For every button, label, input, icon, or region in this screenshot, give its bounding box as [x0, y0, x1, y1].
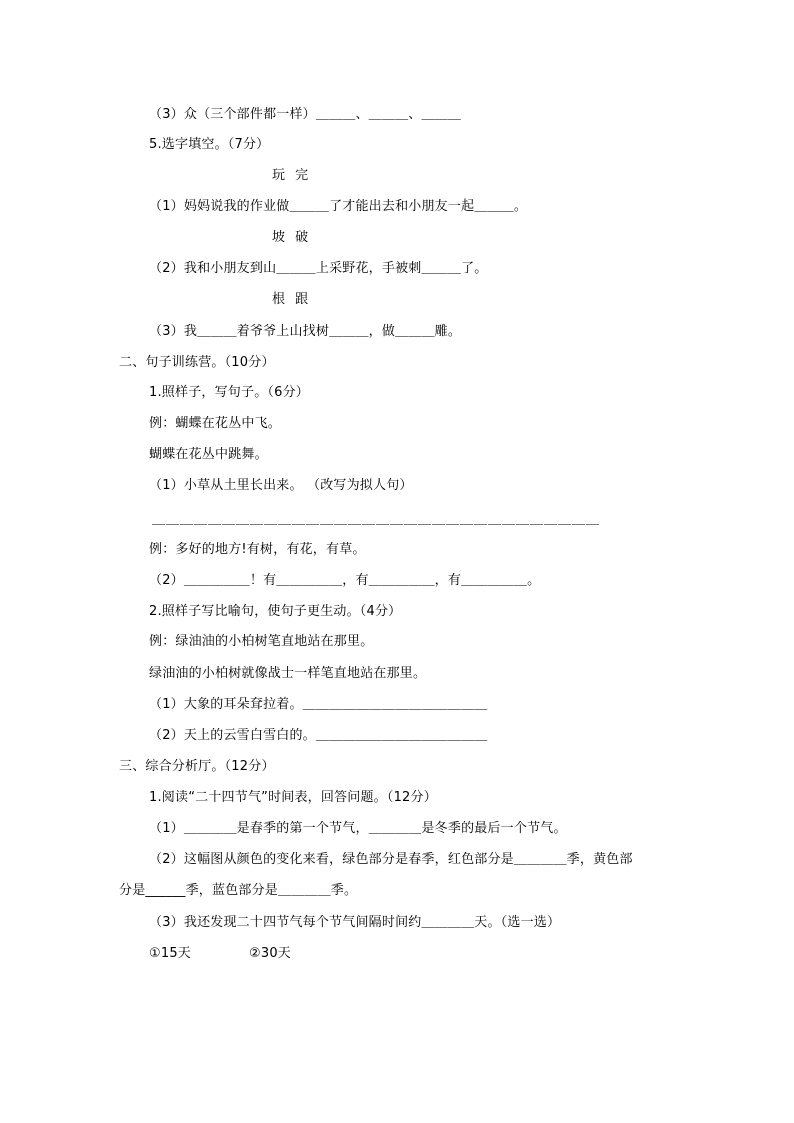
question-3-1-3: （3）我还发现二十四节气每个节气间隔时间约＿＿＿＿天。（选一选） — [149, 915, 561, 930]
question-3-1-2-cont: 分是______季，蓝色部分是＿＿＿＿季。 — [119, 883, 358, 898]
char-options-1: 玩 完 — [272, 168, 312, 183]
question-5-1: （1）妈妈说我的作业做＿＿＿了才能出去和小朋友一起＿＿＿。 — [149, 199, 528, 214]
question-2-2-2: （2）天上的云雪白雪白的。＿＿＿＿＿＿＿＿＿＿＿＿＿ — [149, 728, 488, 743]
question-3-1-heading: 1.阅读“二十四节气”时间表，回答问题。（12分） — [149, 790, 437, 805]
question-2-2-1: （1）大象的耳朵耷拉着。＿＿＿＿＿＿＿＿＿＿＿＿＿＿ — [149, 697, 488, 712]
question-2-1-2: （2）＿＿＿＿＿！有＿＿＿＿＿，有＿＿＿＿＿，有＿＿＿＿＿。 — [149, 573, 541, 588]
example-1-answer: 蝴蝶在花丛中跳舞。 — [149, 447, 268, 462]
question-3-1-2: （2）这幅图从颜色的变化来看，绿色部分是春季，红色部分是＿＿＿＿季，黄色部 — [149, 852, 633, 867]
example-2: 例：多好的地方!有树，有花，有草。 — [149, 542, 366, 557]
section-2-heading: 二、句子训练营。（10分） — [119, 355, 275, 370]
choice-1: ①15天 — [149, 946, 191, 961]
question-2-1-1: （1）小草从土里长出来。 （改写为拟人句） — [149, 478, 413, 493]
char-options-3: 根 跟 — [272, 292, 312, 307]
question-5-3: （3）我＿＿＿着爷爷上山找树＿＿＿，做＿＿＿雕。 — [149, 324, 462, 339]
question-2-2-heading: 2.照样子写比喻句，使句子更生动。（4分） — [149, 604, 402, 619]
question-4-3: （3）众（三个部件都一样）＿＿＿、＿＿＿、＿＿＿ — [149, 107, 462, 122]
question-5-heading: 5.选字填空。（7分） — [149, 137, 270, 152]
choice-2: ②30天 — [249, 946, 291, 961]
question-5-2: （2）我和小朋友到山＿＿＿上采野花，手被刺＿＿＿了。 — [149, 261, 488, 276]
example-3-answer: 绿油油的小柏树就像战士一样笔直地站在那里。 — [149, 666, 427, 681]
question-3-1-1: （1）＿＿＿＿是春季的第一个节气，＿＿＿＿是冬季的最后一个节气。 — [149, 821, 567, 836]
example-3: 例：绿油油的小柏树笔直地站在那里。 — [149, 634, 374, 649]
char-options-2: 坡 破 — [272, 230, 312, 245]
section-3-heading: 三、综合分析厅。（12分） — [119, 759, 275, 774]
answer-line: ＿＿＿＿＿＿＿＿＿＿＿＿＿＿＿＿＿＿＿＿＿＿＿＿＿＿＿＿＿＿＿＿ — [152, 512, 601, 527]
example-1: 例：蝴蝶在花丛中飞。 — [149, 416, 282, 431]
question-2-1-heading: 1.照样子，写句子。（6分） — [149, 385, 309, 400]
